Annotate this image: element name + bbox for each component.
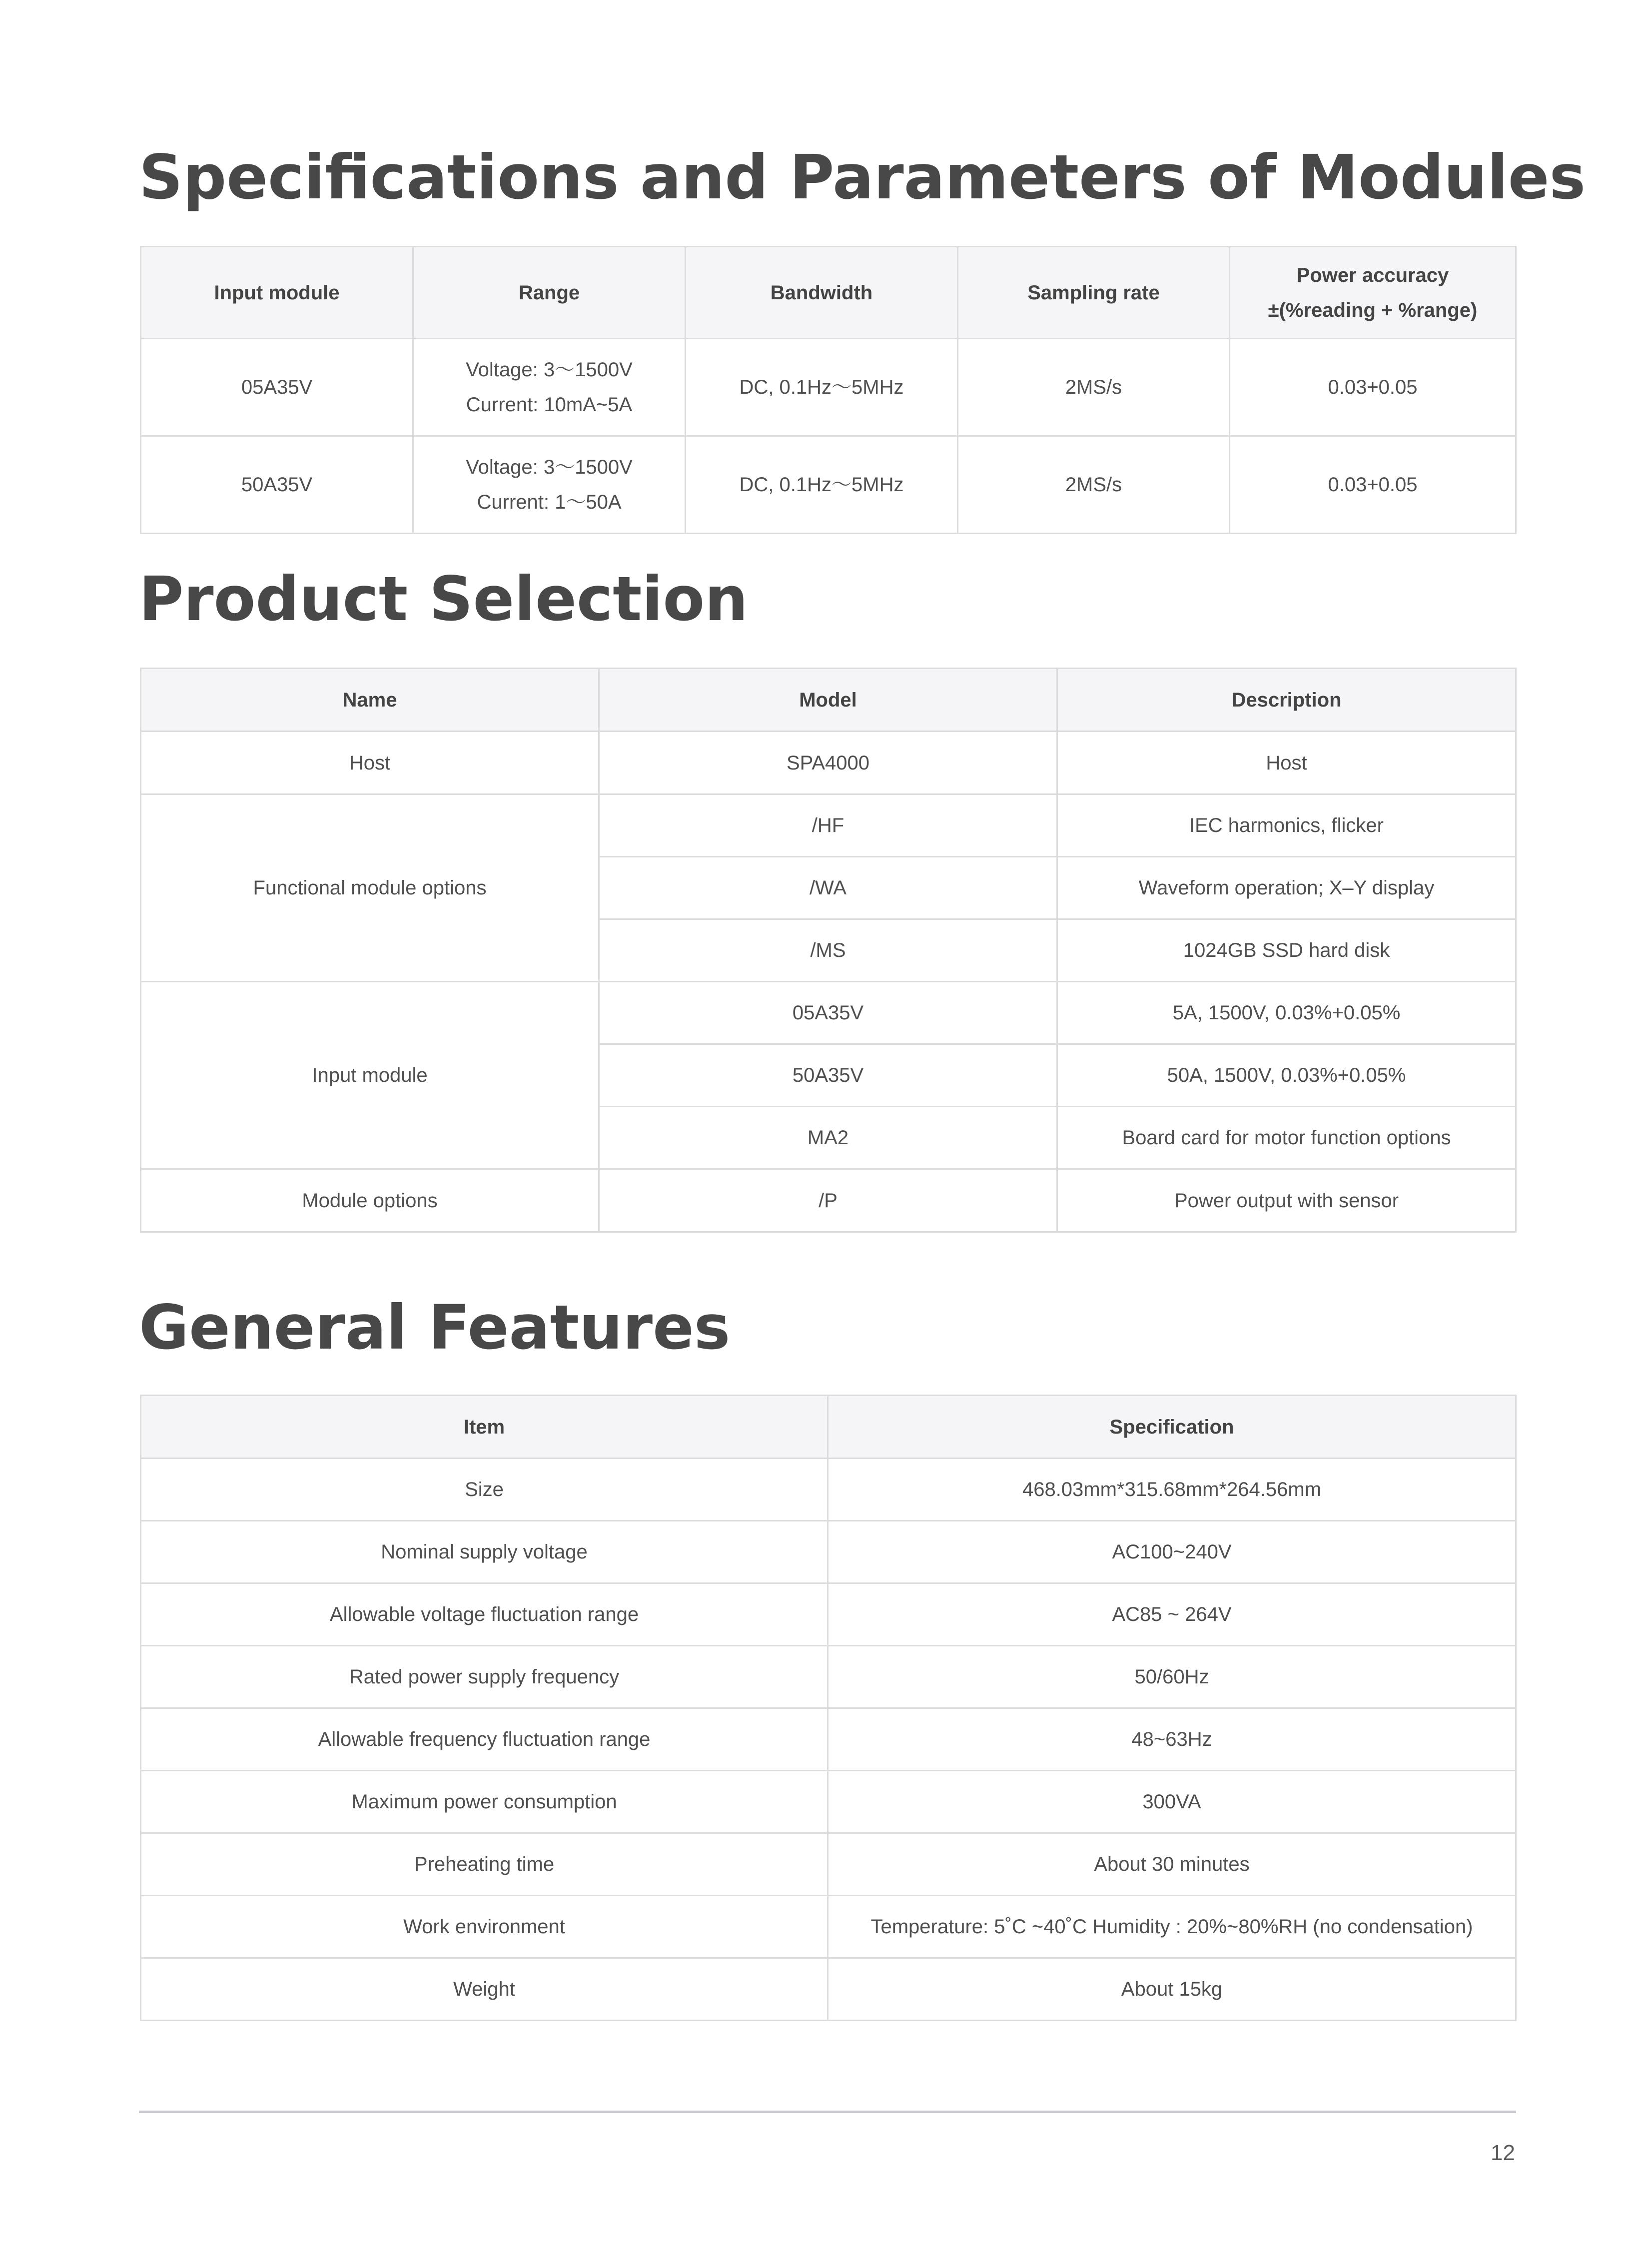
table-row	[141, 436, 1516, 534]
cell: Host	[1057, 732, 1516, 794]
col-header-line: ±(%reading + %range)	[1268, 299, 1478, 321]
cell: 468.03mm*315.68mm*264.56mm	[828, 1459, 1516, 1521]
cell: /MS	[599, 919, 1057, 982]
cell: MA2	[599, 1107, 1057, 1169]
features-title: General Features	[139, 1292, 731, 1363]
col-header: Range	[413, 247, 686, 339]
footer-divider	[139, 2111, 1516, 2113]
cell: 05A35V	[141, 339, 413, 436]
specs-header-row	[141, 247, 1516, 339]
cell: 50/60Hz	[828, 1646, 1516, 1708]
cell: Size	[141, 1459, 828, 1521]
cell: 50A35V	[599, 1044, 1057, 1107]
col-header: Sampling rate	[958, 247, 1230, 339]
specs-table	[140, 246, 1517, 534]
selection-table	[140, 668, 1517, 1233]
table-row	[141, 1521, 1516, 1583]
cell: 48~63Hz	[828, 1708, 1516, 1771]
table-row	[141, 1459, 1516, 1521]
table-row	[141, 1771, 1516, 1833]
cell: About 15kg	[828, 1958, 1516, 2021]
cell: Temperature: 5˚C ~40˚C Humidity : 20%~80%RH (no condensation)	[828, 1896, 1516, 1958]
features-header-row	[141, 1396, 1516, 1459]
cell: Rated power supply frequency	[141, 1646, 828, 1708]
table-row	[141, 1958, 1516, 2021]
cell: 50A, 1500V, 0.03%+0.05%	[1057, 1044, 1516, 1107]
specs-title: Specifications and Parameters of Modules	[139, 142, 1586, 213]
col-header: Specification	[828, 1396, 1516, 1459]
cell: Allowable voltage fluctuation range	[141, 1583, 828, 1646]
table-row	[141, 982, 1516, 1044]
cell: 5A, 1500V, 0.03%+0.05%	[1057, 982, 1516, 1044]
group-cell: Functional module options	[141, 794, 599, 982]
cell: IEC harmonics, flicker	[1057, 794, 1516, 857]
cell: 2MS/s	[958, 339, 1230, 436]
cell: Waveform operation; X–Y display	[1057, 857, 1516, 919]
cell: 2MS/s	[958, 436, 1230, 534]
selection-header-row	[141, 669, 1516, 732]
cell	[413, 339, 686, 436]
cell: AC100~240V	[828, 1521, 1516, 1583]
cell: Maximum power consumption	[141, 1771, 828, 1833]
cell: DC, 0.1Hz～5MHz	[686, 436, 958, 534]
cell: DC, 0.1Hz～5MHz	[686, 339, 958, 436]
col-header: Item	[141, 1396, 828, 1459]
cell: About 30 minutes	[828, 1833, 1516, 1896]
col-header: Model	[599, 669, 1057, 732]
col-header-line: Power accuracy	[1296, 264, 1449, 286]
col-header: Name	[141, 669, 599, 732]
cell: Board card for motor function options	[1057, 1107, 1516, 1169]
cell-line: Voltage: 3～1500V	[466, 359, 633, 381]
cell: Weight	[141, 1958, 828, 2021]
table-row	[141, 339, 1516, 436]
group-cell: Input module	[141, 982, 599, 1169]
table-row	[141, 1169, 1516, 1232]
cell: /HF	[599, 794, 1057, 857]
features-table	[140, 1395, 1517, 2021]
table-row	[141, 1708, 1516, 1771]
table-row	[141, 1583, 1516, 1646]
col-header: Input module	[141, 247, 413, 339]
cell	[413, 436, 686, 534]
cell: Preheating time	[141, 1833, 828, 1896]
selection-title: Product Selection	[139, 564, 748, 635]
cell-line: Current: 1～50A	[477, 491, 622, 513]
cell: SPA4000	[599, 732, 1057, 794]
table-row	[141, 1646, 1516, 1708]
col-header: Bandwidth	[686, 247, 958, 339]
cell: 0.03+0.05	[1230, 436, 1516, 534]
cell: 50A35V	[141, 436, 413, 534]
cell: Nominal supply voltage	[141, 1521, 828, 1583]
col-header	[1230, 247, 1516, 339]
table-row	[141, 1896, 1516, 1958]
cell: 1024GB SSD hard disk	[1057, 919, 1516, 982]
cell: Module options	[141, 1169, 599, 1232]
cell: Work environment	[141, 1896, 828, 1958]
cell: Allowable frequency fluctuation range	[141, 1708, 828, 1771]
table-row	[141, 732, 1516, 794]
cell: AC85 ~ 264V	[828, 1583, 1516, 1646]
cell: Host	[141, 732, 599, 794]
cell-line: Current: 10mA~5A	[466, 394, 633, 416]
cell: 0.03+0.05	[1230, 339, 1516, 436]
cell: Power output with sensor	[1057, 1169, 1516, 1232]
cell: /P	[599, 1169, 1057, 1232]
col-header: Description	[1057, 669, 1516, 732]
cell-line: Voltage: 3～1500V	[466, 456, 633, 478]
table-row	[141, 794, 1516, 857]
cell: 300VA	[828, 1771, 1516, 1833]
cell: /WA	[599, 857, 1057, 919]
page-number: 12	[1491, 2141, 1515, 2165]
table-row	[141, 1833, 1516, 1896]
cell: 05A35V	[599, 982, 1057, 1044]
